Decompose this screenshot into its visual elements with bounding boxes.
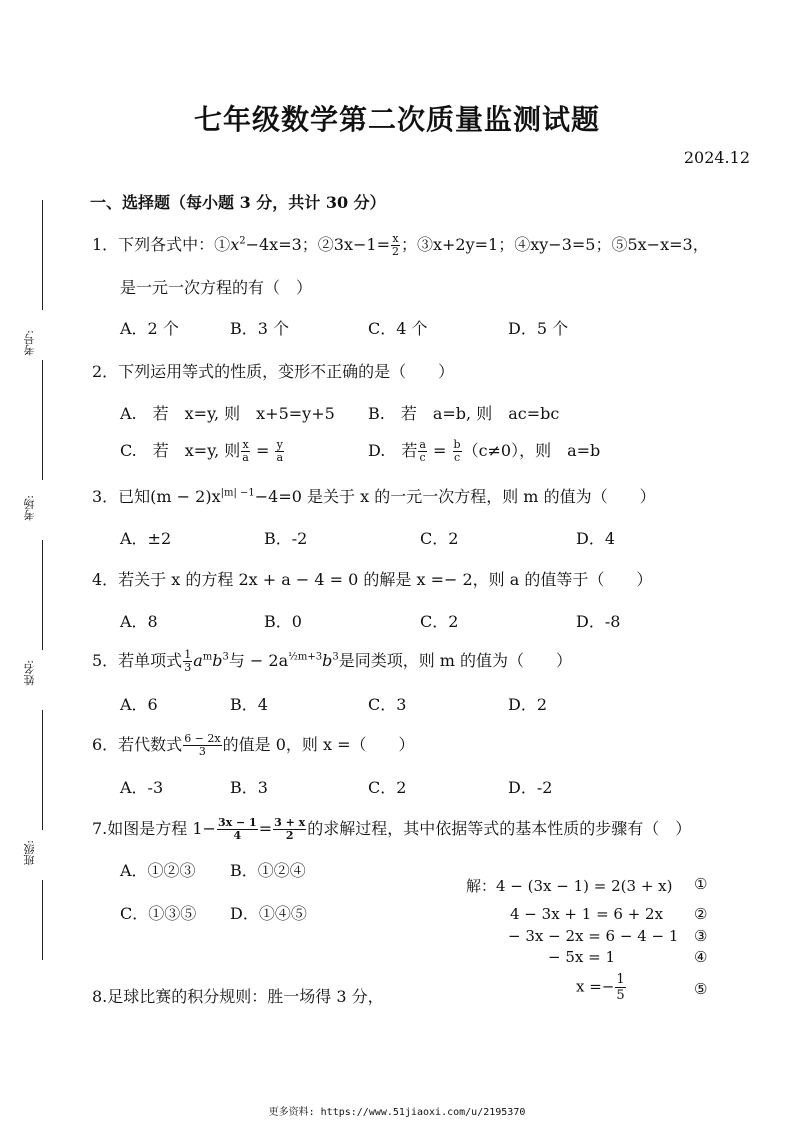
binding-line-2	[42, 360, 43, 480]
exam-date: 2024.12	[683, 148, 750, 167]
q7-option-c: C．①③⑤	[120, 904, 197, 923]
q1-option-d: D．5 个	[508, 319, 569, 338]
solution-step-3: − 3x − 2x = 6 − 4 − 1	[508, 927, 679, 945]
page-title: 七年级数学第二次质量监测试题	[193, 103, 600, 136]
q5-option-d: D．2	[508, 695, 548, 714]
class-label: 班级:	[23, 840, 36, 866]
name-label: 姓名:	[23, 660, 36, 686]
solution-step-2-mark: ②	[694, 905, 708, 923]
q7-option-a: A．①②③	[120, 861, 196, 880]
q2-option-c: C. 若 x=y, 则 $\frac{x}{a}$ = $\frac{y}{a}$	[120, 438, 283, 464]
q1-option-b: B．3 个	[230, 319, 290, 338]
q4-option-d: D．-8	[576, 612, 621, 631]
solution-step-5: x =− $\frac{1}{5}$	[576, 972, 625, 1003]
q7-option-b: B．①②④	[230, 861, 306, 880]
binding-line-3	[42, 540, 43, 650]
exam-room-label: 考场:	[23, 495, 36, 521]
q1-option-a: A．2 个	[120, 319, 179, 338]
section-title: 一、选择题（每小题 3 分，共计 30 分）	[90, 193, 386, 212]
solution-step-5-mark: ⑤	[694, 980, 708, 998]
q5-option-a: A．6	[120, 695, 158, 714]
q7-option-d: D．①④⑤	[230, 904, 307, 923]
q6-option-d: D．-2	[508, 778, 553, 797]
fraction: $\frac{x}{2}$	[392, 232, 399, 258]
question-1-stem-line2: 是一元一次方程的有（ ）	[120, 278, 313, 297]
exam-number-label: 考号:	[23, 330, 36, 356]
question-5-stem: 5．若单项式 $\frac{1}{3}$ $a^mb^3$与 − $2a^{\frac{1}{2}m+3}b^3$是同类项，则 m 的值为（ ）	[92, 648, 573, 674]
q6-option-a: A．-3	[120, 778, 164, 797]
solution-step-3-mark: ③	[694, 927, 708, 945]
q5-option-c: C．3	[368, 695, 407, 714]
question-2-stem: 2．下列运用等式的性质，变形不正确的是（ ）	[92, 362, 455, 381]
footer-text: 更多资料: https://www.51jiaoxi.com/u/2195370	[268, 1107, 526, 1118]
solution-step-1-mark: ①	[694, 875, 708, 893]
q4-option-c: C．2	[420, 612, 459, 631]
q3-option-b: B．-2	[264, 529, 308, 548]
q5-option-b: B．4	[230, 695, 268, 714]
solution-step-4: − 5x = 1	[548, 948, 615, 966]
question-6-stem: 6．若代数式 $\frac{6 - 2x}{3}$ 的值是 0，则 x =（ ）	[92, 732, 415, 758]
binding-line-5	[42, 880, 43, 960]
question-3-stem: 3．已知$(m - 2)x^{|m| -1}-4=0$ 是关于 x 的一元一次方程，则 m 的值为（ ）	[92, 487, 656, 506]
q3-option-d: D．4	[576, 529, 616, 548]
q6-option-c: C．2	[368, 778, 407, 797]
q4-option-b: B．0	[264, 612, 302, 631]
q2-option-a: A. 若 x=y, 则 x+5=y+5	[120, 404, 335, 423]
binding-line-4	[42, 710, 43, 830]
question-8-stem: 8.足球比赛的积分规则：胜一场得 3 分，	[92, 987, 384, 1006]
question-7-stem: 7.如图是方程 1− $\frac{3x - 1}{4}$ = $\frac{3 + x}{2}$ 的求解过程，其中依据等式的基本性质的步骤有（ ）	[92, 816, 692, 842]
question-4-stem: 4．若关于 x 的方程 2x + a − 4 = 0 的解是 x =− 2，则 a 的值等于（ ）	[92, 570, 653, 589]
q3-option-c: C．2	[420, 529, 459, 548]
question-1-stem: 1．下列各式中：$①x^2-4x=3$；②3x−1= $\frac{x}{2}$ ；③x+2y=1；④xy−3=5；⑤5x−x=3，	[92, 232, 709, 258]
q6-option-b: B．3	[230, 778, 268, 797]
q4-option-a: A．8	[120, 612, 158, 631]
binding-line-1	[42, 200, 43, 310]
q2-option-d: D. 若 $\frac{a}{c}$ = $\frac{b}{c}$ （c≠0），则 a=b	[368, 438, 601, 464]
q3-option-a: A．±2	[120, 529, 172, 548]
q1-option-c: C．4 个	[368, 319, 428, 338]
solution-step-2: 4 − 3x + 1 = 6 + 2x	[510, 905, 664, 923]
solution-step-4-mark: ④	[694, 948, 708, 966]
solution-step-1: 解：4 − (3x − 1) = 2(3 + x)	[466, 877, 673, 895]
q2-option-b: B. 若 a=b, 则 ac=bc	[368, 404, 560, 423]
